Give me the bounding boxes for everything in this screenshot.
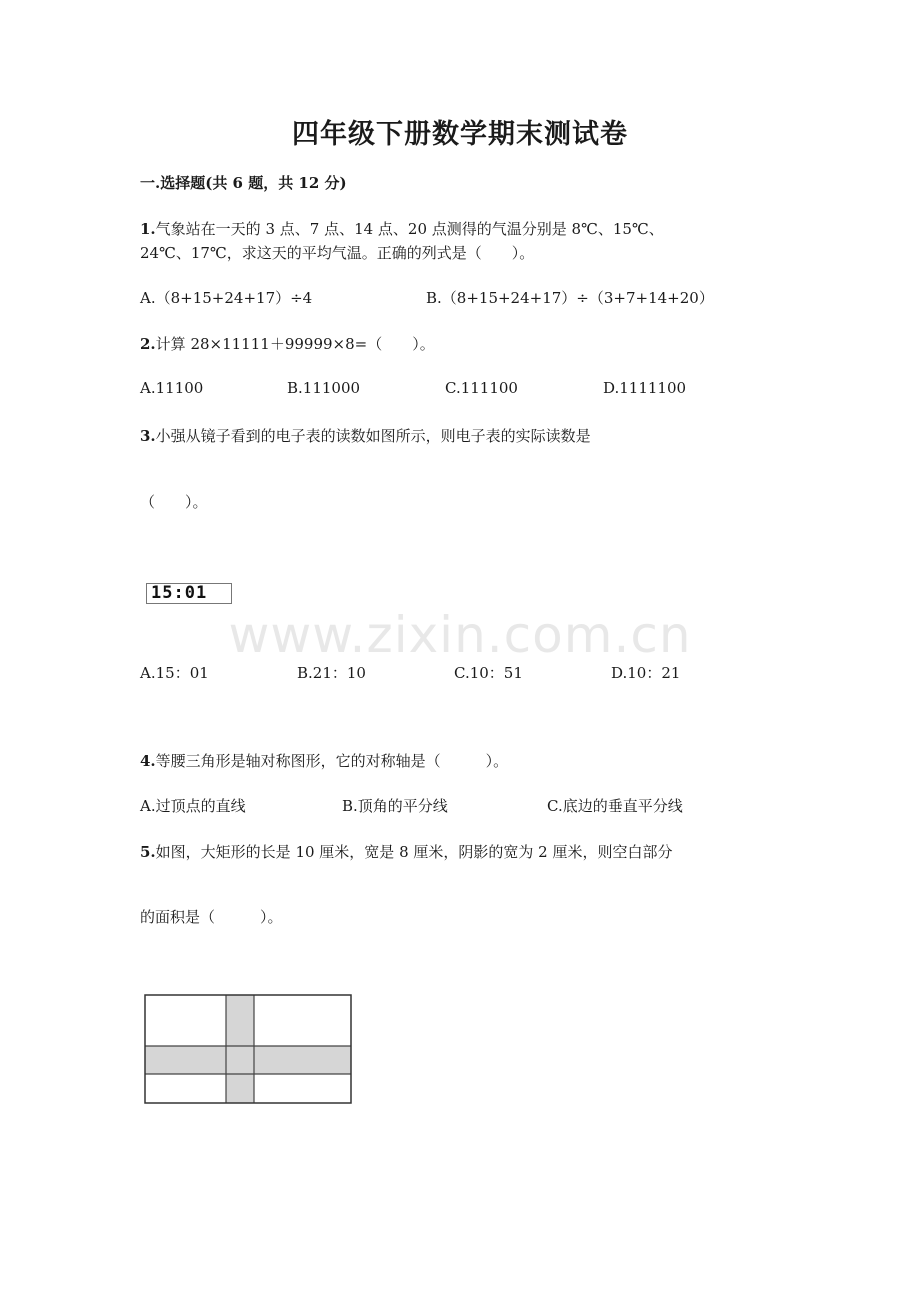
question-4-line-1	[140, 750, 508, 771]
question-2-number: 2.	[140, 335, 156, 353]
question-5-line-1	[140, 841, 672, 862]
question-4-text: 等腰三角形是轴对称图形，它的对称轴是（ ）。	[155, 752, 509, 770]
question-2-option-d: D.1111100	[603, 379, 687, 397]
question-3-text: 小强从镜子看到的电子表的读数如图所示，则电子表的实际读数是	[155, 427, 591, 445]
question-2-option-c: C.111100	[445, 379, 518, 397]
question-3-line-2: （ ）。	[140, 493, 208, 511]
question-1-option-b: B.（8+15+24+17）÷（3+7+14+20）	[426, 289, 714, 307]
page-title: 四年级下册数学期末测试卷	[292, 119, 628, 150]
question-1-text: 气象站在一天的 3 点、7 点、14 点、20 点测得的气温分别是 8℃、15℃、	[155, 220, 664, 238]
rectangle-figure	[140, 990, 356, 1108]
question-4-option-b: B.顶角的平分线	[342, 797, 448, 815]
question-2-line-1	[140, 333, 435, 354]
digital-clock-figure: 15:01	[146, 583, 232, 604]
question-4-option-c: C.底边的垂直平分线	[547, 797, 683, 815]
question-2-option-a: A.11100	[140, 379, 204, 397]
question-1-option-a: A.（8+15+24+17）÷4	[140, 289, 313, 307]
question-5-line-2: 的面积是（ ）。	[140, 908, 283, 926]
horizontal-shaded-strip	[145, 1046, 351, 1074]
section-heading: 一.选择题(共 6 题，共 12 分)	[140, 174, 347, 192]
question-4-option-a: A.过顶点的直线	[140, 797, 246, 815]
question-4-number: 4.	[140, 752, 156, 770]
question-1-line-1	[140, 218, 664, 239]
question-5-number: 5.	[140, 843, 156, 861]
question-1-number: 1.	[140, 220, 156, 238]
question-1-line-2: 24℃、17℃，求这天的平均气温。正确的列式是（ ）。	[140, 244, 535, 262]
question-3-option-c: C.10：51	[454, 664, 523, 682]
question-2-text: 计算 28×11111＋99999×8=（ ）。	[155, 335, 435, 353]
question-2-option-b: B.111000	[287, 379, 361, 397]
question-3-option-b: B.21：10	[297, 664, 366, 682]
question-3-number: 3.	[140, 427, 156, 445]
question-5-text: 如图，大矩形的长是 10 厘米，宽是 8 厘米，阴影的宽为 2 厘米，则空白部分	[155, 843, 673, 861]
watermark: www.zixin.com.cn	[228, 606, 692, 664]
question-3-option-d: D.10：21	[611, 664, 681, 682]
question-3-option-a: A.15：01	[140, 664, 209, 682]
question-3-line-1	[140, 425, 591, 446]
